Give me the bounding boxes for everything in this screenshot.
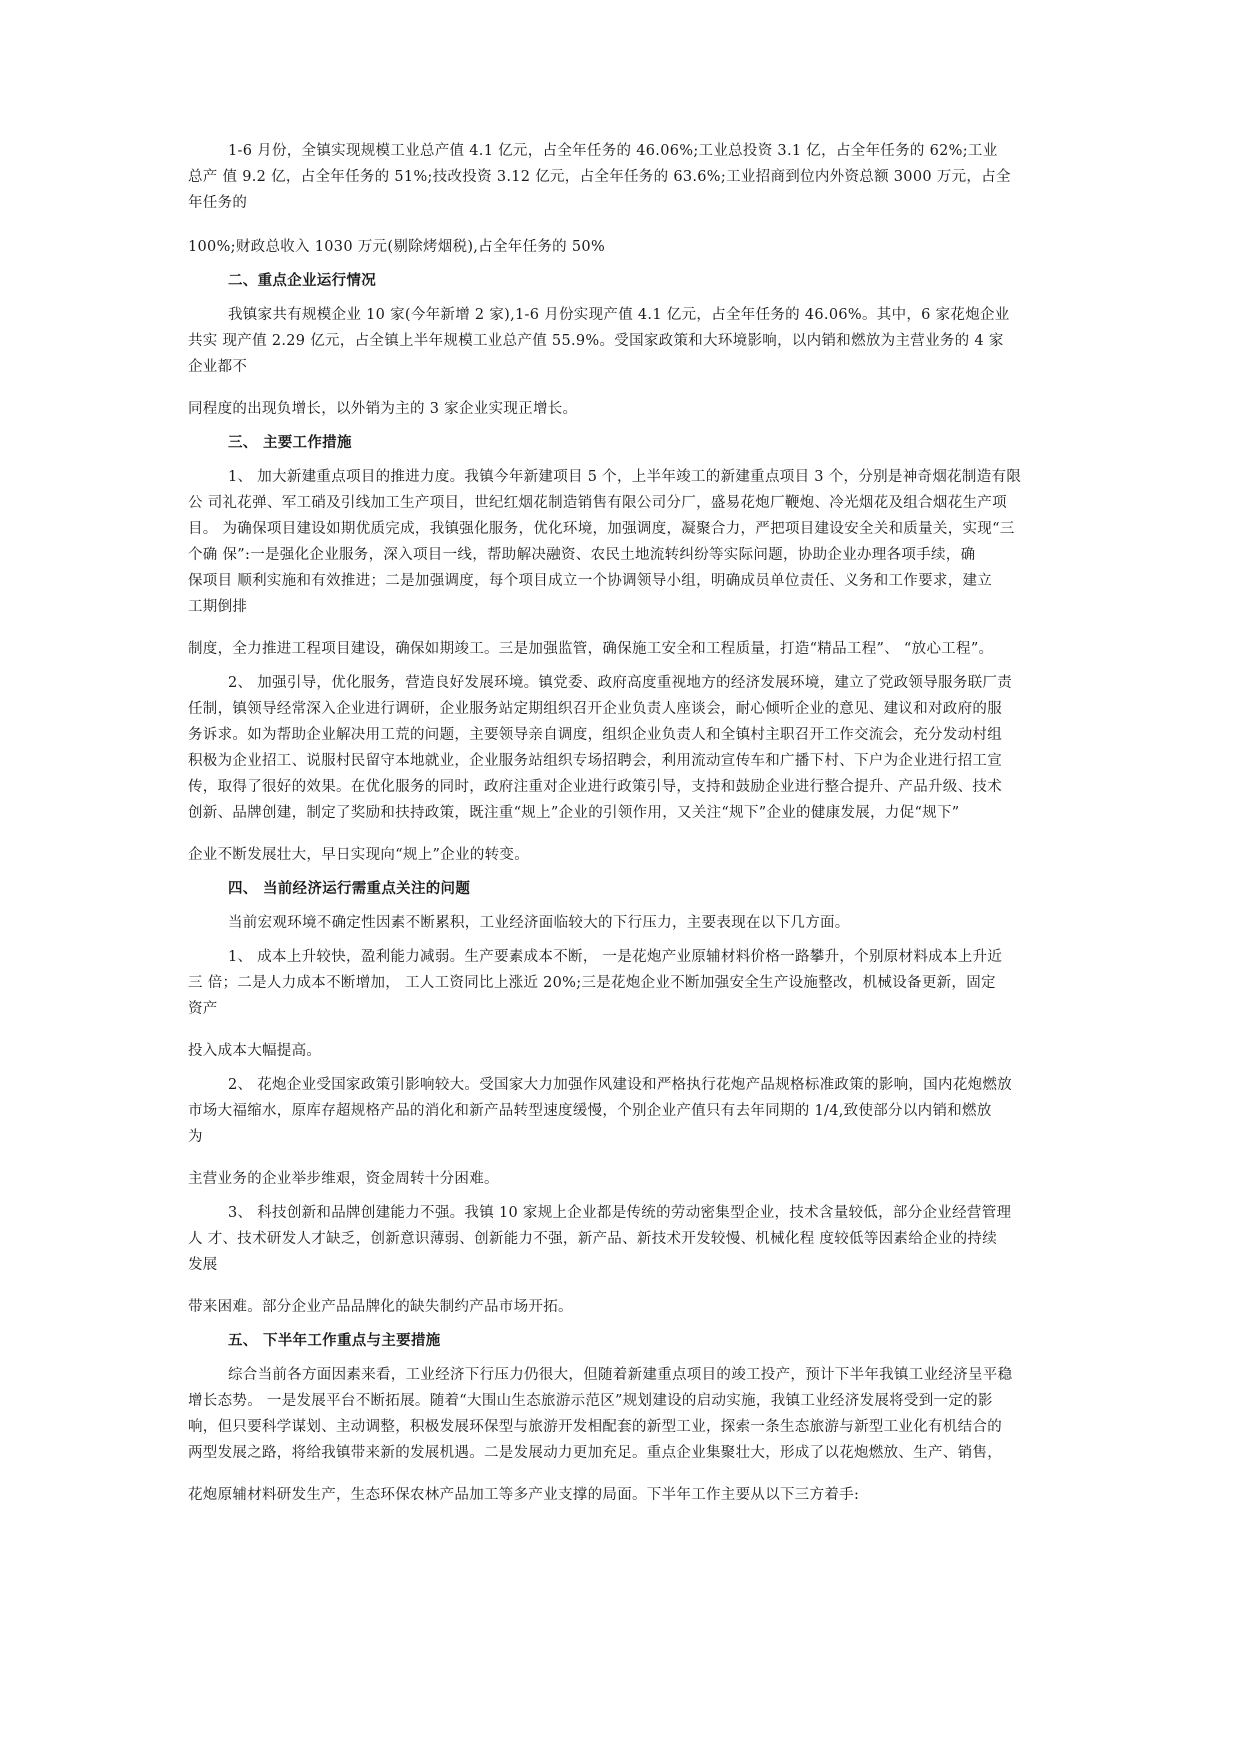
text-line: 创新、品牌创建，制定了奖励和扶持政策，既注重“规上”企业的引领作用，又关注“规下”企业的健康发展，力促“规下” bbox=[188, 805, 960, 821]
section-heading: 四、 当前经济运行需重点关注的问题 bbox=[228, 880, 471, 897]
text-line: 发展 bbox=[188, 1257, 218, 1273]
section-heading: 二、重点企业运行情况 bbox=[228, 272, 376, 289]
text-line: 响，但只要科学谋划、主动调整，积极发展环保型与旅游开发相配套的新型工业，探索一条生态旅游与新型工业化有机结合的 bbox=[188, 1419, 1002, 1435]
text-line: 企业都不 bbox=[188, 359, 248, 375]
text-line: 3、 科技创新和品牌创建能力不强。我镇 10 家规上企业都是传统的劳动密集型企业，技术含量较低，部分企业经营管理 bbox=[228, 1205, 1012, 1221]
text-line: 制度，全力推进工程项目建设，确保如期竣工。三是加强监管，确保施工安全和工程质量，打造“精品工程”、 “放心工程”。 bbox=[188, 641, 994, 657]
text-line: 企业不断发展壮大，早日实现向“规上”企业的转变。 bbox=[188, 847, 530, 863]
text-line: 年任务的 bbox=[188, 195, 248, 211]
text-line: 市场大福缩水，原库存超规格产品的消化和新产品转型速度缓慢，个别企业产值只有去年同期的 1/4,致使部分以内销和燃放 bbox=[188, 1103, 992, 1119]
text-line: 目。 为确保项目建设如期优质完成，我镇强化服务，优化环境，加强调度，凝聚合力，严把项目建设安全关和质量关，实现“三 bbox=[188, 521, 1015, 537]
text-line: 三 倍；二是人力成本不断增加， 工人工资同比上涨近 20%;三是花炮企业不断加强安全生产设施整改，机械设备更新，固定 bbox=[188, 975, 996, 991]
text-line: 同程度的出现负增长，以外销为主的 3 家企业实现正增长。 bbox=[188, 401, 578, 417]
text-line: 务诉求。如为帮助企业解决用工荒的问题，主要领导亲自调度，组织企业负责人和全镇村主职召开工作交流会，充分发动村组 bbox=[188, 727, 1002, 743]
text-line: 花炮原辅材料研发生产，生态环保农林产品加工等多产业支撑的局面。下半年工作主要从以下三方着手: bbox=[188, 1487, 860, 1503]
text-line: 2、 花炮企业受国家政策引影响较大。受国家大力加强作风建设和严格执行花炮产品规格标准政策的影响，国内花炮燃放 bbox=[228, 1077, 1013, 1093]
text-line: 为 bbox=[188, 1129, 203, 1145]
text-line: 资产 bbox=[188, 1001, 218, 1017]
text-line: 投入成本大幅提高。 bbox=[188, 1043, 322, 1059]
text-line: 2、 加强引导，优化服务，营造良好发展环境。镇党委、政府高度重视地方的经济发展环境，建立了党政领导服务联厂责 bbox=[228, 675, 1013, 691]
text-line: 1-6 月份，全镇实现规模工业总产值 4.1 亿元，占全年任务的 46.06%;工业总投资 3.1 亿，占全年任务的 62%;工业 bbox=[228, 143, 998, 159]
text-line: 两型发展之路，将给我镇带来新的发展机遇。二是发展动力更加充足。重点企业集聚壮大，形成了以花炮燃放、生产、销售， bbox=[188, 1445, 1002, 1461]
text-line: 主营业务的企业举步维艰，资金周转十分困难。 bbox=[188, 1171, 499, 1187]
text-line: 任制，镇领导经常深入企业进行调研，企业服务站定期组织召开企业负责人座谈会，耐心倾听企业的意见、建议和对政府的服 bbox=[188, 701, 1002, 717]
text-line: 带来困难。部分企业产品品牌化的缺失制约产品市场开拓。 bbox=[188, 1299, 573, 1315]
text-line: 保项目 顺利实施和有效推进；二是加强调度，每个项目成立一个协调领导小组，明确成员单位责任、义务和工作要求，建立 bbox=[188, 573, 993, 589]
text-line: 100%;财政总收入 1030 万元(剔除烤烟税),占全年任务的 50% bbox=[188, 239, 606, 255]
text-line: 工期倒排 bbox=[188, 599, 248, 615]
section-heading: 五、 下半年工作重点与主要措施 bbox=[228, 1332, 441, 1349]
section-heading: 三、 主要工作措施 bbox=[228, 434, 352, 451]
text-line: 人 才、技术研发人才缺乏，创新意识薄弱、创新能力不强，新产品、新技术开发较慢、机械化程 度较低等因素给企业的持续 bbox=[188, 1231, 998, 1247]
text-line: 传，取得了很好的效果。在优化服务的同时，政府注重对企业进行政策引导，支持和鼓励企业进行整合提升、产品升级、技术 bbox=[188, 779, 1002, 795]
text-line: 我镇家共有规模企业 10 家(今年新增 2 家),1-6 月份实现产值 4.1 亿元，占全年任务的 46.06%。其中，6 家花炮企业 bbox=[228, 307, 1010, 323]
text-line: 积极为企业招工、说服村民留守本地就业，企业服务站组织专场招聘会，利用流动宣传车和广播下村、下户为企业进行招工宣 bbox=[188, 753, 1002, 769]
text-line: 公 司礼花弹、军工硝及引线加工生产项目，世纪红烟花制造销售有限公司分厂，盛易花炮厂鞭炮、冷光烟花及组合烟花生产项 bbox=[188, 495, 1007, 511]
text-line: 当前宏观环境不确定性因素不断累积，工业经济面临较大的下行压力，主要表现在以下几方面。 bbox=[228, 915, 850, 931]
text-line: 总产 值 9.2 亿，占全年任务的 51%;技改投资 3.12 亿元，占全年任务的 63.6%;工业招商到位内外资总额 3000 万元，占全 bbox=[188, 169, 1011, 185]
text-line: 共实 现产值 2.29 亿元，占全镇上半年规模工业总产值 55.9%。受国家政策和大环境影响，以内销和燃放为主营业务的 4 家 bbox=[188, 333, 1004, 349]
text-line: 增长态势。 一是发展平台不断拓展。随着“大围山生态旅游示范区”规划建设的启动实施，我镇工业经济发展将受到一定的影 bbox=[188, 1393, 993, 1409]
text-line: 个确 保”:一是强化企业服务，深入项目一线，帮助解决融资、农民土地流转纠纷等实际问题，协助企业办理各项手续，确 bbox=[188, 547, 976, 563]
text-line: 综合当前各方面因素来看，工业经济下行压力仍很大，但随着新建重点项目的竣工投产，预计下半年我镇工业经济呈平稳 bbox=[228, 1367, 1013, 1383]
text-line: 1、 加大新建重点项目的推进力度。我镇今年新建项目 5 个，上半年竣工的新建重点项目 3 个，分别是神奇烟花制造有限 bbox=[228, 469, 1022, 485]
text-line: 1、 成本上升较快，盈利能力减弱。生产要素成本不断， 一是花炮产业原辅材料价格一路攀升，个别原材料成本上升近 bbox=[228, 949, 1003, 965]
